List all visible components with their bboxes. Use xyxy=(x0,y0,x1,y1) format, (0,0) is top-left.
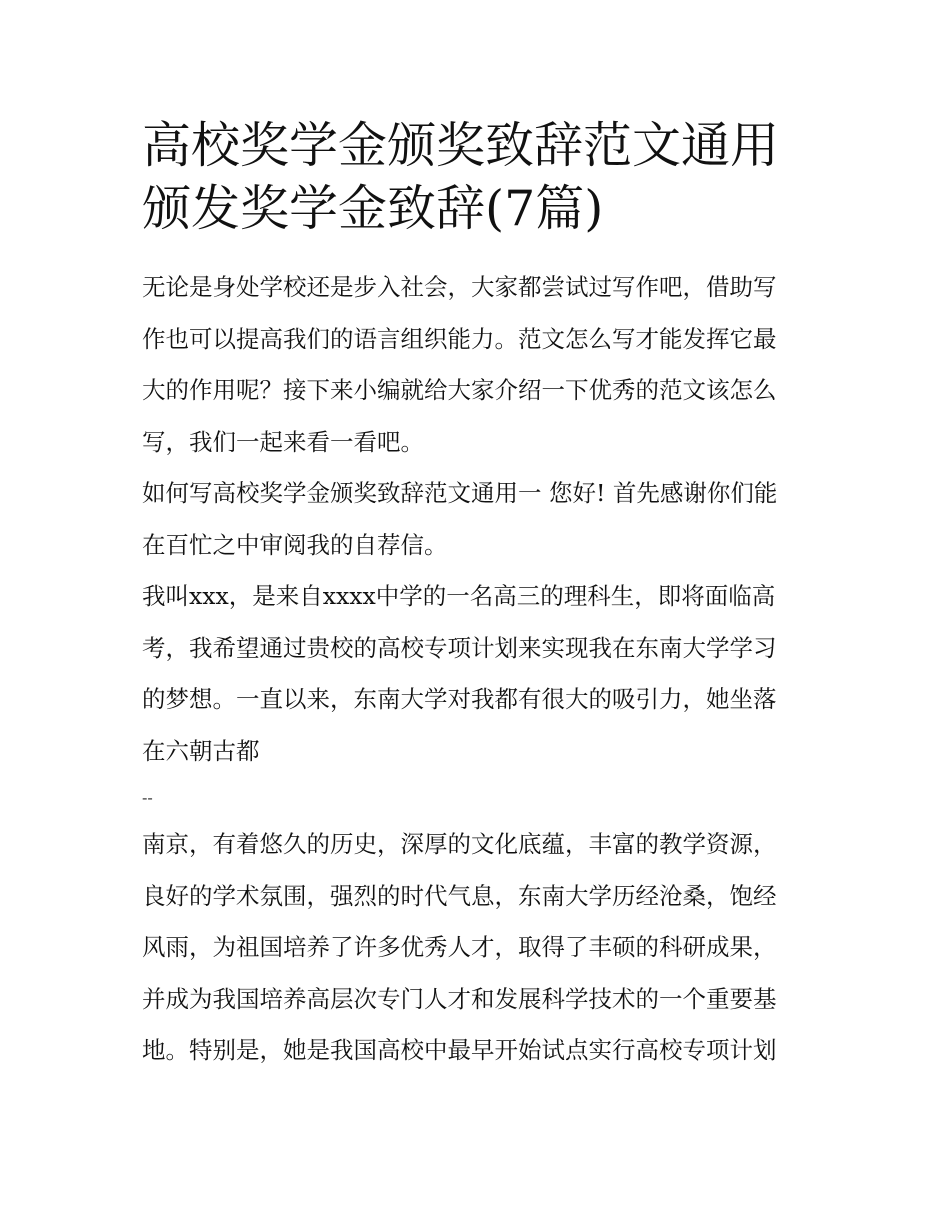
self-intro-paragraph: 我叫xxx，是来自xxxx中学的一名高三的理科生，即将面临高 考，我希望通过贵校的高校专项计划来实现我在东南大学学习 的梦想。一直以来，东南大学对我都有很大的吸引力，她坐落 在六朝古都 xyxy=(142,582,777,765)
page-break-separator: -- xyxy=(142,788,153,807)
document-page xyxy=(142,114,814,1077)
continuation-paragraph: 南京，有着悠久的历史，深厚的文化底蕴，丰富的教学资源， 良好的学术氛围，强烈的时代气息，东南大学历经沧桑，饱经 风雨，为祖国培养了许多优秀人才，取得了丰硕的科研成果， 并成为我国培养高层次专门人才和发展科学技术的一个重要基 地。特别是，她是我国高校中最早开始试点实行高校专项计划 xyxy=(142,830,777,1064)
greeting-paragraph: 如何写高校奖学金颁奖致辞范文通用一 您好! 首先感谢你们能 在百忙之中审阅我的自荐信。 xyxy=(142,479,778,559)
document-title: 高校奖学金颁奖致辞范文通用 颁发奖学金致辞(7篇) xyxy=(142,117,780,237)
intro-paragraph: 无论是身处学校还是步入社会，大家都尝试过写作吧，借助写 作也可以提高我们的语言组织能力。范文怎么写才能发挥它最 大的作用呢？接下来小编就给大家介绍一下优秀的范文该怎么 写，我们一起来看一看吧。 xyxy=(142,273,777,456)
